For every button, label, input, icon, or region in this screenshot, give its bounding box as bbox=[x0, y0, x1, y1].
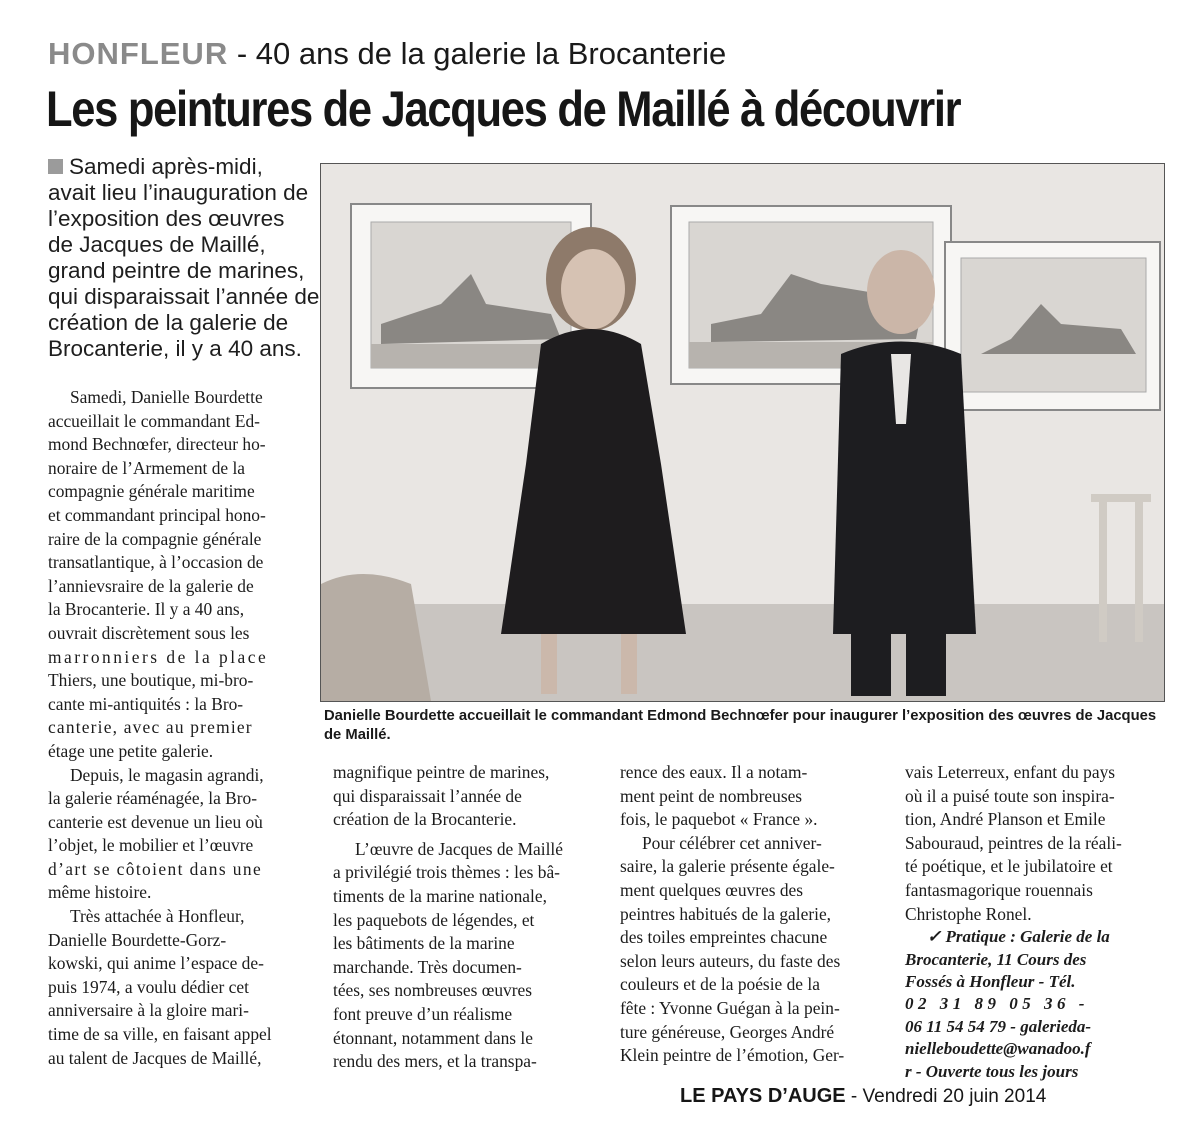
text-line: anniversaire à la gloire mari- bbox=[48, 1000, 249, 1021]
text-line: les paquebots de légendes, et bbox=[333, 909, 535, 930]
pratique-line: 02 31 89 05 36 - bbox=[905, 994, 1089, 1014]
text-line: Danielle Bourdette-Gorz- bbox=[48, 929, 227, 950]
pratique-line: ✓ Pratique : Galerie de la bbox=[927, 927, 1110, 947]
text-line: té poétique, et le jubilatoire et bbox=[905, 856, 1113, 877]
lede-line: Brocanterie, il y a 40 ans. bbox=[48, 336, 302, 361]
article-column-2 bbox=[333, 761, 595, 1074]
pratique-line: Brocanterie, 11 Cours des bbox=[905, 949, 1087, 969]
text-line: Klein peintre de l’émotion, Ger- bbox=[620, 1045, 845, 1066]
kicker-subtitle: 40 ans de la galerie la Brocanterie bbox=[255, 36, 727, 71]
text-line: Christophe Ronel. bbox=[905, 903, 1032, 924]
text-line: raire de la compagnie générale bbox=[48, 528, 262, 549]
photo-caption bbox=[324, 707, 1160, 745]
text-line: canterie, avec au premier bbox=[48, 717, 253, 738]
text-line: saire, la galerie présente égale- bbox=[620, 856, 835, 877]
text-line: tées, ses nombreuses œuvres bbox=[333, 980, 532, 1001]
article-column-1 bbox=[48, 386, 310, 1070]
text-line: L’œuvre de Jacques de Maillé bbox=[355, 838, 563, 859]
text-line: Depuis, le magasin agrandi, bbox=[70, 764, 264, 785]
text-line: compagnie générale maritime bbox=[48, 481, 255, 502]
text-line: les bâtiments de la marine bbox=[333, 933, 515, 954]
text-line: noraire de l’Armement de la bbox=[48, 457, 246, 478]
pratique-line: r - Ouverte tous les jours bbox=[905, 1061, 1079, 1081]
lede bbox=[48, 154, 318, 362]
text-line: où il a puisé toute son inspira- bbox=[905, 785, 1115, 806]
text-line: couleurs et de la poésie de la bbox=[620, 974, 820, 995]
text-line: ment peint de nombreuses bbox=[620, 785, 803, 806]
checkmark-icon: ✓ bbox=[927, 927, 942, 947]
kicker bbox=[48, 34, 726, 74]
footer-separator: - bbox=[845, 1086, 863, 1107]
text-line: mond Bechnœfer, directeur ho- bbox=[48, 434, 266, 455]
text-line: vais Leterreux, enfant du pays bbox=[905, 762, 1116, 782]
lede-line: avait lieu l’inauguration de bbox=[48, 180, 309, 205]
pratique-line: 06 11 54 54 79 - galerieda- bbox=[905, 1016, 1092, 1036]
text-line: étonnant, notamment dans le bbox=[333, 1027, 533, 1048]
painting-frame-right bbox=[945, 242, 1160, 410]
text-line: l’objet, le mobilier et l’œuvre bbox=[48, 835, 254, 856]
text-line: selon leurs auteurs, du faste des bbox=[620, 950, 841, 971]
text-line: la galerie réaménagée, la Bro- bbox=[48, 788, 258, 809]
page-footer bbox=[680, 1084, 1046, 1109]
text-line: cante mi-antiquités : la Bro- bbox=[48, 693, 244, 714]
publication-date: Vendredi 20 juin 2014 bbox=[862, 1086, 1047, 1107]
lede-line: de Jacques de Maillé, bbox=[48, 232, 266, 257]
publication-name: LE PAYS D’AUGE bbox=[680, 1085, 846, 1107]
lede-line: grand peintre de marines, bbox=[48, 258, 305, 283]
text-line: peintres habitués de la galerie, bbox=[620, 903, 832, 924]
text-line: rendu des mers, et la transpa- bbox=[333, 1051, 537, 1072]
text-line: ture généreuse, Georges André bbox=[620, 1021, 835, 1042]
text-line: marronniers de la place bbox=[48, 646, 269, 667]
pratique-line: nielleboudette@wanadoo.f bbox=[905, 1039, 1091, 1059]
text-line: canterie est devenue un lieu où bbox=[48, 811, 263, 832]
text-line: magnifique peintre de marines, bbox=[333, 762, 550, 782]
caption-line: Danielle Bourdette accueillait le commandant Edmond Bechnœfer pour inaugurer l’exposition des œuvres de Jacques bbox=[324, 708, 1157, 724]
text-line: time de sa ville, en faisant appel bbox=[48, 1024, 272, 1045]
square-bullet-icon bbox=[48, 159, 63, 174]
caption-line: de Maillé. bbox=[324, 727, 391, 743]
text-line: puis 1974, a voulu dédier cet bbox=[48, 976, 249, 997]
text-line: des toiles empreintes chacune bbox=[620, 927, 828, 948]
headline: Les peintures de Jacques de Maillé à découvrir bbox=[46, 81, 961, 137]
text-line: Thiers, une boutique, mi-bro- bbox=[48, 670, 254, 691]
photo-illustration bbox=[321, 164, 1164, 701]
text-line: et commandant principal hono- bbox=[48, 504, 266, 525]
pratique-line: Fossés à Honfleur - Tél. bbox=[905, 971, 1076, 991]
text-line: ouvrait discrètement sous les bbox=[48, 622, 250, 643]
text-line: fois, le paquebot « France ». bbox=[620, 809, 818, 830]
text-line: a privilégié trois thèmes : les bâ- bbox=[333, 862, 560, 883]
lede-line: l’exposition des œuvres bbox=[48, 206, 285, 231]
lede-line: qui disparaissait l’année de bbox=[48, 284, 320, 309]
text-line: marchande. Très documen- bbox=[333, 956, 522, 977]
lede-line: Samedi après-midi, bbox=[48, 154, 318, 180]
text-line: transatlantique, à l’occasion de bbox=[48, 552, 264, 573]
article-column-3 bbox=[620, 761, 882, 1068]
kicker-separator: - bbox=[228, 36, 256, 71]
text-line: fête : Yvonne Guégan à la pein- bbox=[620, 997, 840, 1018]
text-line: l’annievsraire de la galerie de bbox=[48, 575, 254, 596]
text-line: au talent de Jacques de Maillé, bbox=[48, 1047, 262, 1068]
text-line: Sabouraud, peintres de la réali- bbox=[905, 832, 1122, 853]
text-line: ment quelques œuvres des bbox=[620, 879, 804, 900]
text-line: Samedi, Danielle Bourdette bbox=[70, 387, 263, 407]
text-line: création de la Brocanterie. bbox=[333, 809, 517, 830]
text-line: rence des eaux. Il a notam- bbox=[620, 762, 808, 782]
text-line: étage une petite galerie. bbox=[48, 740, 214, 761]
text-line: timents de la marine nationale, bbox=[333, 885, 547, 906]
text-line: Pour célébrer cet anniver- bbox=[642, 832, 822, 853]
pratique-box bbox=[905, 926, 1163, 1083]
kicker-place: HONFLEUR bbox=[48, 36, 229, 71]
text-line: d’art se côtoient dans une bbox=[48, 858, 263, 879]
text-line: la Brocanterie. Il y a 40 ans, bbox=[48, 599, 245, 620]
text-line: même histoire. bbox=[48, 882, 152, 903]
text-line: accueillait le commandant Ed- bbox=[48, 410, 260, 431]
lede-line: création de la galerie de bbox=[48, 310, 289, 335]
article-column-4 bbox=[905, 761, 1163, 1083]
exhibition-photo bbox=[320, 163, 1165, 702]
text-line: qui disparaissait l’année de bbox=[333, 785, 522, 806]
text-line: Très attachée à Honfleur, bbox=[70, 906, 245, 927]
text-line: font preuve d’un réalisme bbox=[333, 1003, 513, 1024]
text-line: fantasmagorique rouennais bbox=[905, 879, 1093, 900]
text-line: kowski, qui anime l’espace de- bbox=[48, 953, 264, 974]
text-line: tion, André Planson et Emile bbox=[905, 809, 1106, 830]
